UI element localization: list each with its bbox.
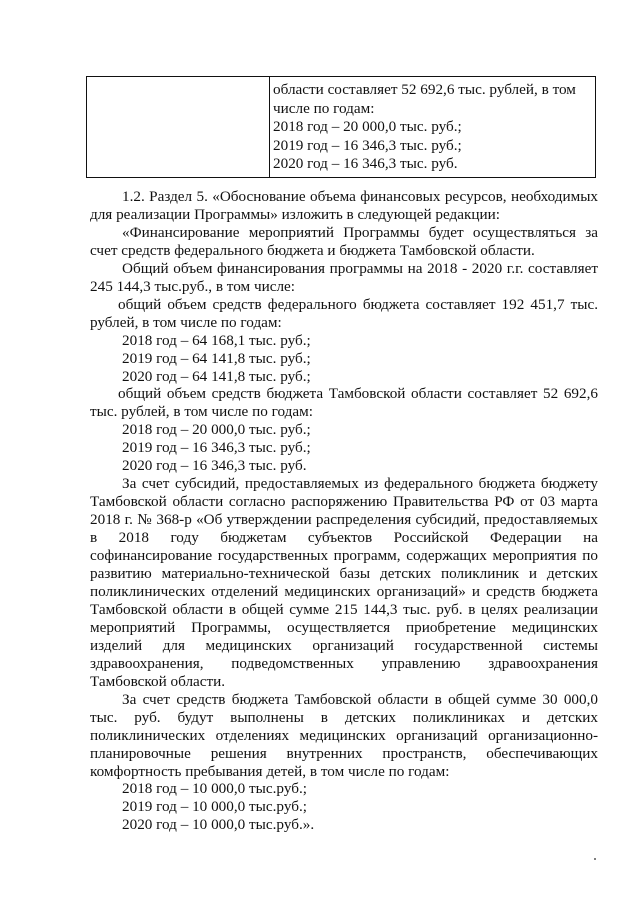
scan-speck [594,858,596,860]
works-year-2018: 2018 год – 10 000,0 тыс.руб.; [122,780,307,798]
regional-year-2019: 2019 год – 16 346,3 тыс. руб.; [122,439,311,457]
federal-year-2018: 2018 год – 64 168,1 тыс. руб.; [122,331,311,349]
table-cell-empty [87,77,270,177]
document-body [90,188,598,834]
table-cell-funding [270,77,595,177]
works-year-2020: 2020 год – 10 000,0 тыс.руб.». [122,816,315,834]
table-cell-line: числе по годам: [273,99,375,117]
federal-year-2019: 2019 год – 64 141,8 тыс. руб.; [122,349,311,367]
paragraph-financing-sources: «Финансирование мероприятий Программы будет осуществляться за счет средств федерального бюджета и бюджета Тамбовской области. [90,223,598,259]
table-cell-line: 2019 год – 16 346,3 тыс. руб.; [273,136,462,154]
paragraph-total-volume: Общий объем финансирования программы на 2018 - 2020 г.г. составляет 245 144,3 тыс.руб., в том числе: [90,259,598,295]
works-year-2019: 2019 год – 10 000,0 тыс.руб.; [122,798,307,816]
table-cell-line: области составляет 52 692,6 тыс. рублей, в том [273,81,576,98]
regional-year-2020: 2020 год – 16 346,3 тыс. руб. [122,457,307,475]
continuation-table [86,76,596,178]
table-cell-line: 2020 год – 16 346,3 тыс. руб. [273,155,458,173]
paragraph-regional-works: За счет средств бюджета Тамбовской области в общей сумме 30 000,0 тыс. руб. будут выполнены в детских поликлиниках и детских поликлинических отделениях медицинских организаций организационно-планировочные решения внутренних пространств, обеспечивающих комфортность пребывания детей, в том числе по годам: [90,690,598,780]
regional-year-2018: 2018 год – 20 000,0 тыс. руб.; [122,421,311,439]
paragraph-regional-budget: общий объем средств бюджета Тамбовской области составляет 52 692,6 тыс. рублей, в том числе по годам: [90,385,598,421]
federal-year-2020: 2020 год – 64 141,8 тыс. руб.; [122,367,311,385]
section-heading-paragraph: 1.2. Раздел 5. «Обоснование объема финансовых ресурсов, необходимых для реализации Программы» изложить в следующей редакции: [90,188,598,223]
paragraph-subsidies: За счет субсидий, предоставляемых из федерального бюджета бюджету Тамбовской области согласно распоряжению Правительства РФ от 03 марта 2018 г. № 368-р «Об утверждении распределения субсидий, предоставляемых в 2018 году бюджетам субъектов Российской Федерации на софинансирование государственных программ, содержащих мероприятия по развитию материально-технической базы детских поликлиник и детских поликлинических отделений медицинских организаций» и средств бюджета Тамбовской области в общей сумме 215 144,3 тыс. руб. в целях реализации мероприятий Программы, осуществляется приобретение медицинских изделий для медицинских организаций государственной системы здравоохранения, подведомственных управлению здравоохранения Тамбовской области. [90,475,598,690]
paragraph-federal-budget: общий объем средств федерального бюджета составляет 192 451,7 тыс. рублей, в том числе по годам: [90,295,598,331]
table-cell-line: 2018 год – 20 000,0 тыс. руб.; [273,118,462,136]
